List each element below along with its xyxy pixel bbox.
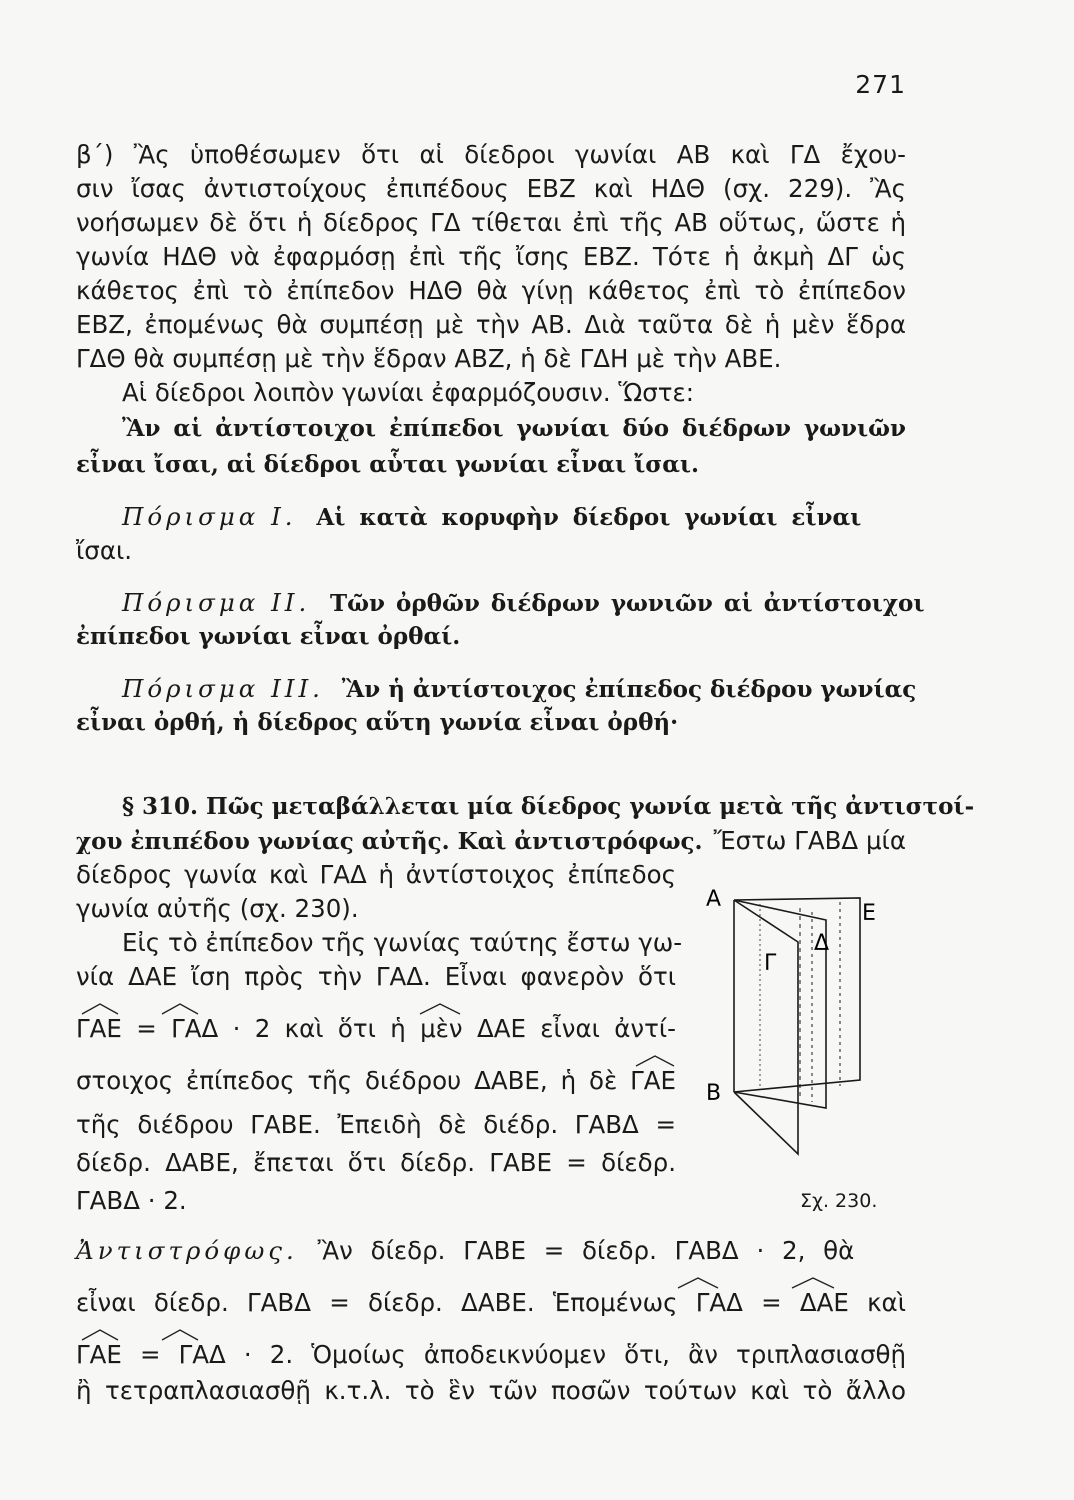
text-line: β΄) Ἂς ὑποθέσωμεν ὅτι αἱ δίεδροι γωνίαι ΑΒ καὶ ΓΔ ἔχου- <box>76 140 906 169</box>
angle-arc <box>676 1277 720 1289</box>
section-heading-cont <box>76 824 906 859</box>
text-line: δίεδρ. ΔΑΒΕ, ἔπεται ὅτι δίεδρ. ΓΑΒΕ = δίεδρ. <box>76 1148 676 1177</box>
text-line: ΓΔΘ θὰ συμπέσῃ μὲ τὴν ἕδραν ΑΒΖ, ἡ δὲ ΓΔΗ μὲ τὴν ΑΒΕ. <box>76 344 782 373</box>
figure-dihedral <box>700 872 890 1192</box>
text-line: τῆς διέδρου ΓΑΒΕ. Ἐπειδὴ δὲ διέδρ. ΓΑΒΔ = <box>76 1110 676 1139</box>
text-line: ἐπίπεδοι γωνίαι εἶναι ὀρθαί. <box>76 623 461 650</box>
angle-arc <box>634 1055 676 1067</box>
text-line: ἴσαι. <box>76 536 133 565</box>
text-line: ΓΑΕ = ΓΑΔ · 2 καὶ ὅτι ἡ μὲν ΔΑΕ εἶναι ἀντί- <box>76 1014 676 1043</box>
label-b: Β <box>706 1081 722 1106</box>
text-line: νοήσωμεν δὲ ὅτι ἡ δίεδρος ΓΔ τίθεται ἐπὶ τῆς ΑΒ οὕτως, ὥστε ἡ <box>76 208 906 237</box>
text-line: στοιχος ἐπίπεδος τῆς διέδρου ΔΑΒΕ, ἡ δὲ ΓΑΕ <box>76 1066 676 1095</box>
text-line: νία ΔΑΕ ἴση πρὸς τὴν ΓΑΔ. Εἶναι φανερὸν ὅτι <box>76 962 676 991</box>
text-line: δίεδρος γωνία καὶ ΓΑΔ ἡ ἀντίστοιχος ἐπίπεδος <box>76 860 676 889</box>
theorem-line: εἶναι ἴσαι, αἱ δίεδροι αὗται γωνίαι εἶναι ἴσαι. <box>76 451 700 478</box>
section-heading-text: χου ἐπιπέδου γωνίας αὐτῆς. Καὶ ἀντιστρόφως. <box>76 828 703 855</box>
text-line: σιν ἴσας ἀντιστοίχους ἐπιπέδους ΕΒΖ καὶ ΗΔΘ (σχ. 229). Ἂς <box>76 174 906 203</box>
angle-arc <box>160 1329 200 1341</box>
theorem-line: Ἂν αἱ ἀντίστοιχοι ἐπίπεδοι γωνίαι δύο διέδρων γωνιῶν <box>122 415 906 442</box>
porisma-label: Πόρισμα ΙΙΙ. <box>122 674 324 703</box>
text-line: ἢ τετραπλασιασθῇ κ.τ.λ. τὸ ἓν τῶν ποσῶν τούτων καὶ τὸ ἄλλο <box>76 1376 906 1405</box>
text-line: Εἰς τὸ ἐπίπεδον τῆς γωνίας ταύτης ἔστω γω- <box>122 928 683 957</box>
converse-line-1 <box>76 1234 906 1268</box>
porisma-2 <box>122 586 924 621</box>
figure-caption: Σχ. 230. <box>800 1190 878 1212</box>
porisma-label: Πόρισμα Ι. <box>122 502 297 531</box>
text-span: Ἂν δίεδρ. ΓΑΒΕ = δίεδρ. ΓΑΒΔ · 2, θὰ <box>317 1236 855 1265</box>
converse-label: Ἀντιστρόφως. <box>76 1236 298 1265</box>
label-g: Γ <box>764 951 777 976</box>
text-line: ΓΑΒΔ · 2. <box>76 1186 187 1215</box>
porisma-text: Ἂν ἡ ἀντίστοιχος ἐπίπεδος διέδρου γωνίας <box>341 676 917 703</box>
text-line: εἶναι δίεδρ. ΓΑΒΔ = δίεδρ. ΔΑΒΕ. Ἑπομένως ΓΑΔ = ΔΑΕ καὶ <box>76 1288 906 1317</box>
text-line: εἶναι ὀρθή, ἡ δίεδρος αὕτη γωνία εἶναι ὀρθή· <box>76 709 679 736</box>
porisma-label: Πόρισμα ΙΙ. <box>122 588 311 617</box>
porisma-text: Τῶν ὀρθῶν διέδρων γωνιῶν αἱ ἀντίστοιχοι <box>330 590 925 617</box>
label-d: Δ <box>814 931 830 956</box>
porisma-3 <box>122 672 916 707</box>
text-line: ΓΑΕ = ΓΑΔ · 2. Ὁμοίως ἀποδεικνύομεν ὅτι, ἂν τριπλασιασθῇ <box>76 1340 906 1369</box>
face-e <box>734 898 860 1092</box>
text-line: γωνία αὐτῆς (σχ. 230). <box>76 894 359 923</box>
angle-arc <box>80 1329 120 1341</box>
angle-arc <box>80 1003 120 1015</box>
text-span: Ἔστω ΓΑΒΔ μία <box>713 826 906 855</box>
angle-arc <box>790 1277 836 1289</box>
page-number: 271 <box>855 70 906 99</box>
angle-arc <box>418 1003 462 1015</box>
porisma-1 <box>122 500 861 535</box>
label-e: Ε <box>862 901 876 926</box>
text-line: Αἱ δίεδροι λοιπὸν γωνίαι ἐφαρμόζουσιν. Ὥστε: <box>122 378 695 407</box>
porisma-text: Αἱ κατὰ κορυφὴν δίεδροι γωνίαι εἶναι <box>316 504 862 531</box>
text-line: ΕΒΖ, ἐπομένως θὰ συμπέσῃ μὲ τὴν ΑΒ. Διὰ ταῦτα δὲ ἡ μὲν ἕδρα <box>76 310 906 339</box>
angle-arc <box>160 1003 200 1015</box>
label-a: Α <box>706 887 722 912</box>
section-heading: § 310. Πῶς μεταβάλλεται μία δίεδρος γωνία μετὰ τῆς ἀντιστοί- <box>122 793 975 820</box>
text-line: γωνία ΗΔΘ νὰ ἐφαρμόσῃ ἐπὶ τῆς ἴσης ΕΒΖ. Τότε ἡ ἀκμὴ ΔΓ ὡς <box>76 242 906 271</box>
face-g <box>734 900 798 1154</box>
text-line: κάθετος ἐπὶ τὸ ἐπίπεδον ΗΔΘ θὰ γίνῃ κάθετος ἐπὶ τὸ ἐπίπεδον <box>76 276 906 305</box>
